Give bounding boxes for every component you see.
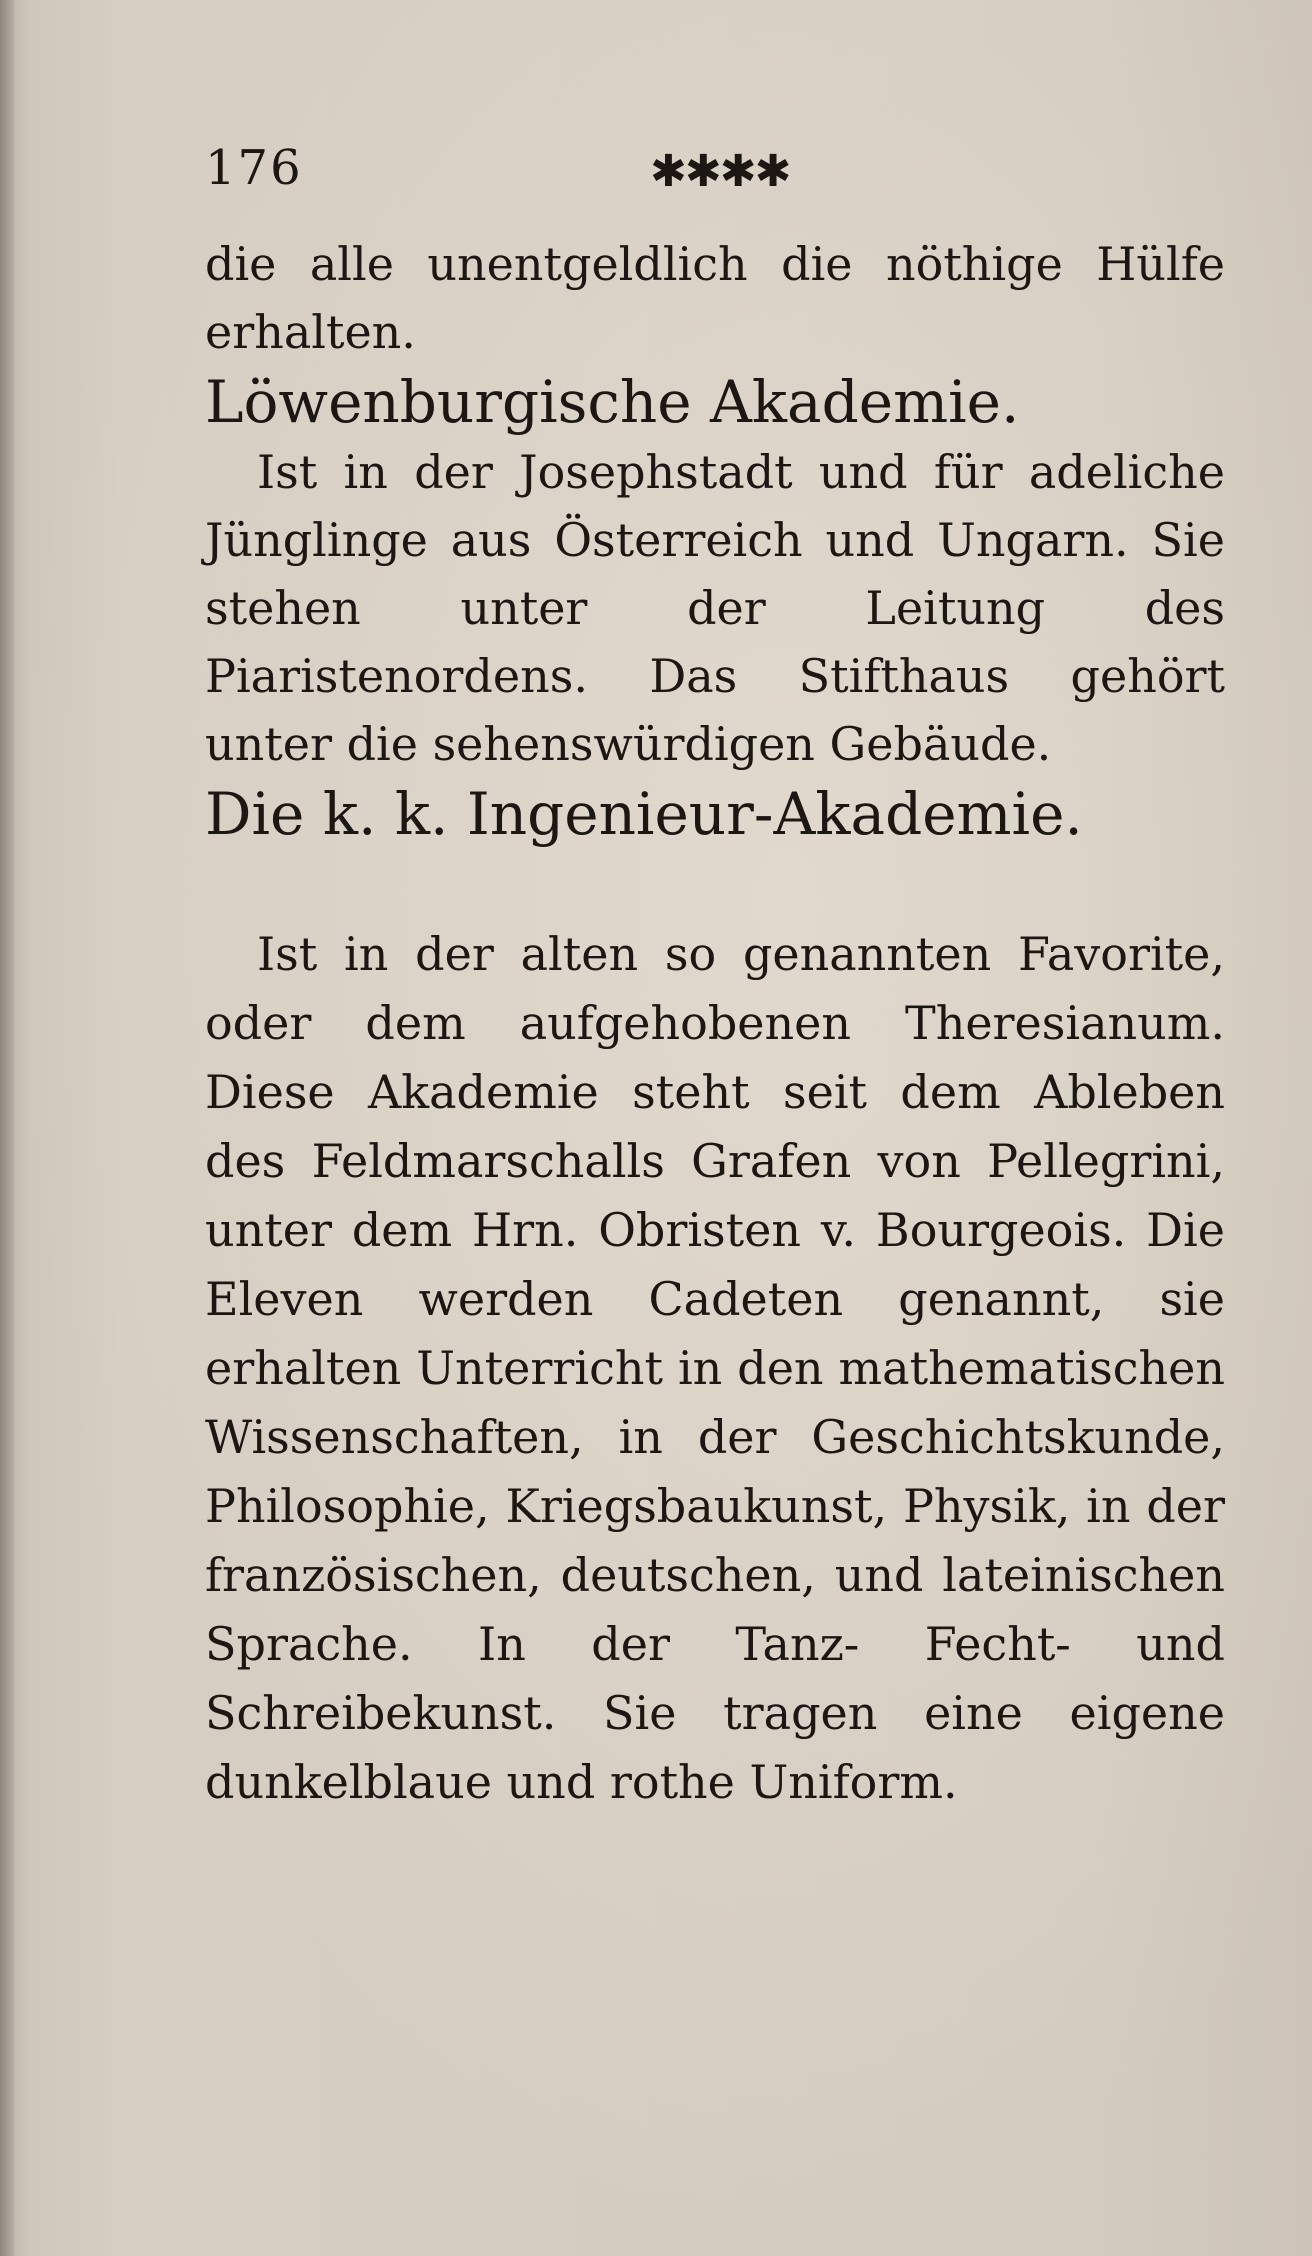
- header-ornament: ✱✱✱✱: [650, 146, 790, 197]
- ingenieur-section: [205, 920, 1225, 1817]
- page-gutter: [0, 0, 14, 2256]
- page-number: 176: [205, 140, 303, 196]
- ingenieur-paragraph: Ist in der alten so genannten Favorite, oder dem aufgehobenen Theresianum. Diese Akademie steht seit dem Ableben des Feldmarschalls Grafen von Pellegrini, unter dem Hrn. Obristen v. Bourgeois. Die Eleven werden Cadeten genannt, sie erhalten Unterricht in den mathematischen Wissenschaften, in der Geschichtskunde, Philosophie, Kriegsbaukunst, Physik, in der französischen, deutschen, und lateinischen Sprache. In der Tanz- Fecht- und Schreibekunst. Sie tragen eine eigene dunkelblaue und rothe Uniform.: [205, 927, 1225, 1809]
- intro-paragraph: die alle unentgeldlich die nöthige Hülfe erhalten.: [205, 237, 1225, 359]
- loewenburg-paragraph: Ist in der Josephstadt und für adeliche Jünglinge aus Österreich und Ungarn. Sie stehen unter der Leitung des Piaristenordens. Das Stifthaus gehört unter die sehenswürdigen Gebäude.: [205, 445, 1225, 771]
- page-body: [205, 230, 1225, 1817]
- ingenieur-heading: Die k. k. Ingenieur-Akademie.: [205, 780, 1083, 848]
- loewenburg-heading: Löwenburgische Akademie.: [205, 368, 1020, 436]
- page-header: [205, 140, 1105, 210]
